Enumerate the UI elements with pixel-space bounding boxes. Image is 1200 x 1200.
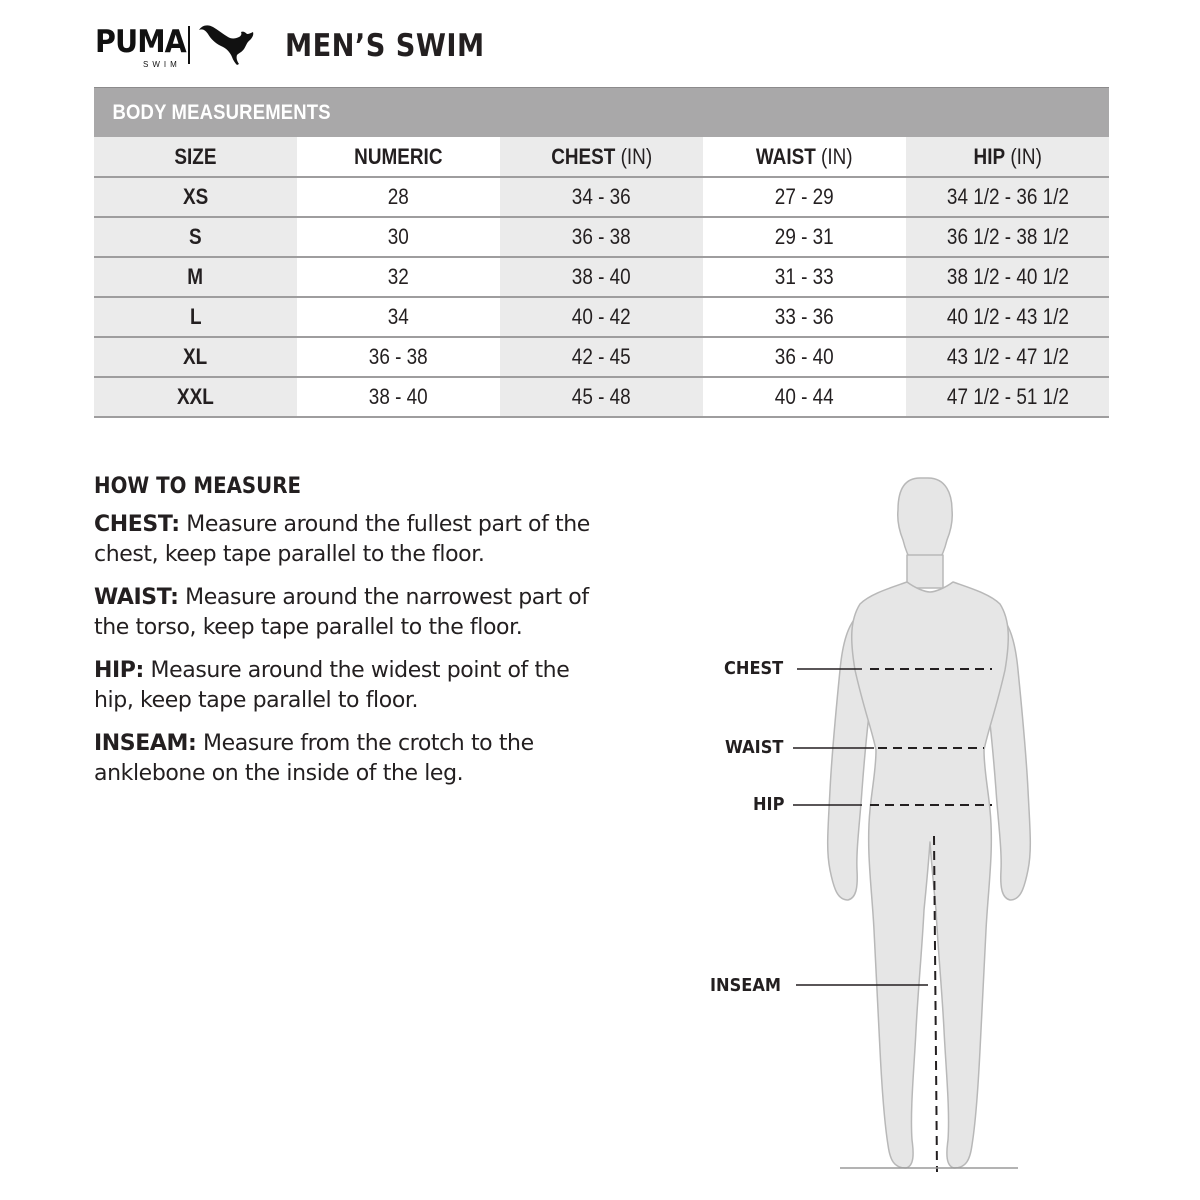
table-cell: 33 - 36 — [703, 297, 906, 337]
table-header-row — [94, 137, 1109, 177]
figure-label-hip: HIP — [753, 794, 785, 815]
size-table — [94, 87, 1109, 418]
table-cell: 43 1/2 - 47 1/2 — [906, 337, 1109, 377]
table-cell: 34 - 36 — [500, 177, 703, 217]
header — [95, 18, 695, 78]
table-cell: 34 1/2 - 36 1/2 — [906, 177, 1109, 217]
how-to-measure — [94, 474, 614, 802]
table-cell: 36 - 40 — [703, 337, 906, 377]
table-cell: 47 1/2 - 51 1/2 — [906, 377, 1109, 417]
brand-logo-subtext: SWIM — [143, 60, 181, 69]
column-header: SIZE — [94, 137, 297, 177]
how-to-measure-heading: HOW TO MEASURE — [94, 474, 302, 499]
table-cell: 28 — [297, 177, 500, 217]
logo-divider — [188, 26, 190, 64]
column-header: NUMERIC — [297, 137, 500, 177]
column-header: HIP (IN) — [906, 137, 1109, 177]
page-title: MEN’S SWIM — [285, 28, 485, 64]
table-cell: 42 - 45 — [500, 337, 703, 377]
table-cell: 40 1/2 - 43 1/2 — [906, 297, 1109, 337]
table-cell: 34 — [297, 297, 500, 337]
table-row — [94, 297, 1109, 337]
table-cell: M — [94, 257, 297, 297]
puma-cat-logo-icon — [197, 22, 255, 66]
section-bar — [94, 87, 1109, 137]
instruction-waist: WAIST: Measure around the narrowest part of the torso, keep tape parallel to the floor. — [94, 585, 589, 640]
figure-label-chest: CHEST — [724, 658, 784, 679]
table-row — [94, 257, 1109, 297]
figure-label-waist: WAIST — [725, 737, 784, 758]
body-silhouette-icon — [700, 470, 1060, 1180]
table-cell: XS — [94, 177, 297, 217]
table-cell: S — [94, 217, 297, 257]
table-cell: 31 - 33 — [703, 257, 906, 297]
table-cell: 40 - 44 — [703, 377, 906, 417]
measurements-table — [94, 137, 1109, 418]
column-header: CHEST (IN) — [500, 137, 703, 177]
table-cell: 40 - 42 — [500, 297, 703, 337]
column-header: WAIST (IN) — [703, 137, 906, 177]
table-row — [94, 377, 1109, 417]
instruction-inseam: INSEAM: Measure from the crotch to the anklebone on the inside of the leg. — [94, 731, 534, 786]
section-title: BODY MEASUREMENTS — [112, 100, 331, 124]
table-row — [94, 177, 1109, 217]
table-cell: L — [94, 297, 297, 337]
table-cell: 36 - 38 — [297, 337, 500, 377]
table-cell: 38 1/2 - 40 1/2 — [906, 257, 1109, 297]
table-row — [94, 217, 1109, 257]
body-figure — [700, 470, 1060, 1180]
table-cell: 32 — [297, 257, 500, 297]
table-cell: 27 - 29 — [703, 177, 906, 217]
table-cell: XXL — [94, 377, 297, 417]
instruction-hip: HIP: Measure around the widest point of the hip, keep tape parallel to floor. — [94, 658, 570, 713]
table-cell: 29 - 31 — [703, 217, 906, 257]
table-cell: 30 — [297, 217, 500, 257]
table-cell: 36 - 38 — [500, 217, 703, 257]
table-row — [94, 337, 1109, 377]
figure-label-inseam: INSEAM — [710, 975, 781, 996]
table-cell: XL — [94, 337, 297, 377]
table-cell: 38 - 40 — [500, 257, 703, 297]
brand-logo-text: PUMA — [95, 24, 186, 60]
instruction-chest: CHEST: Measure around the fullest part of the chest, keep tape parallel to the floor. — [94, 512, 590, 567]
table-cell: 38 - 40 — [297, 377, 500, 417]
table-cell: 36 1/2 - 38 1/2 — [906, 217, 1109, 257]
table-cell: 45 - 48 — [500, 377, 703, 417]
